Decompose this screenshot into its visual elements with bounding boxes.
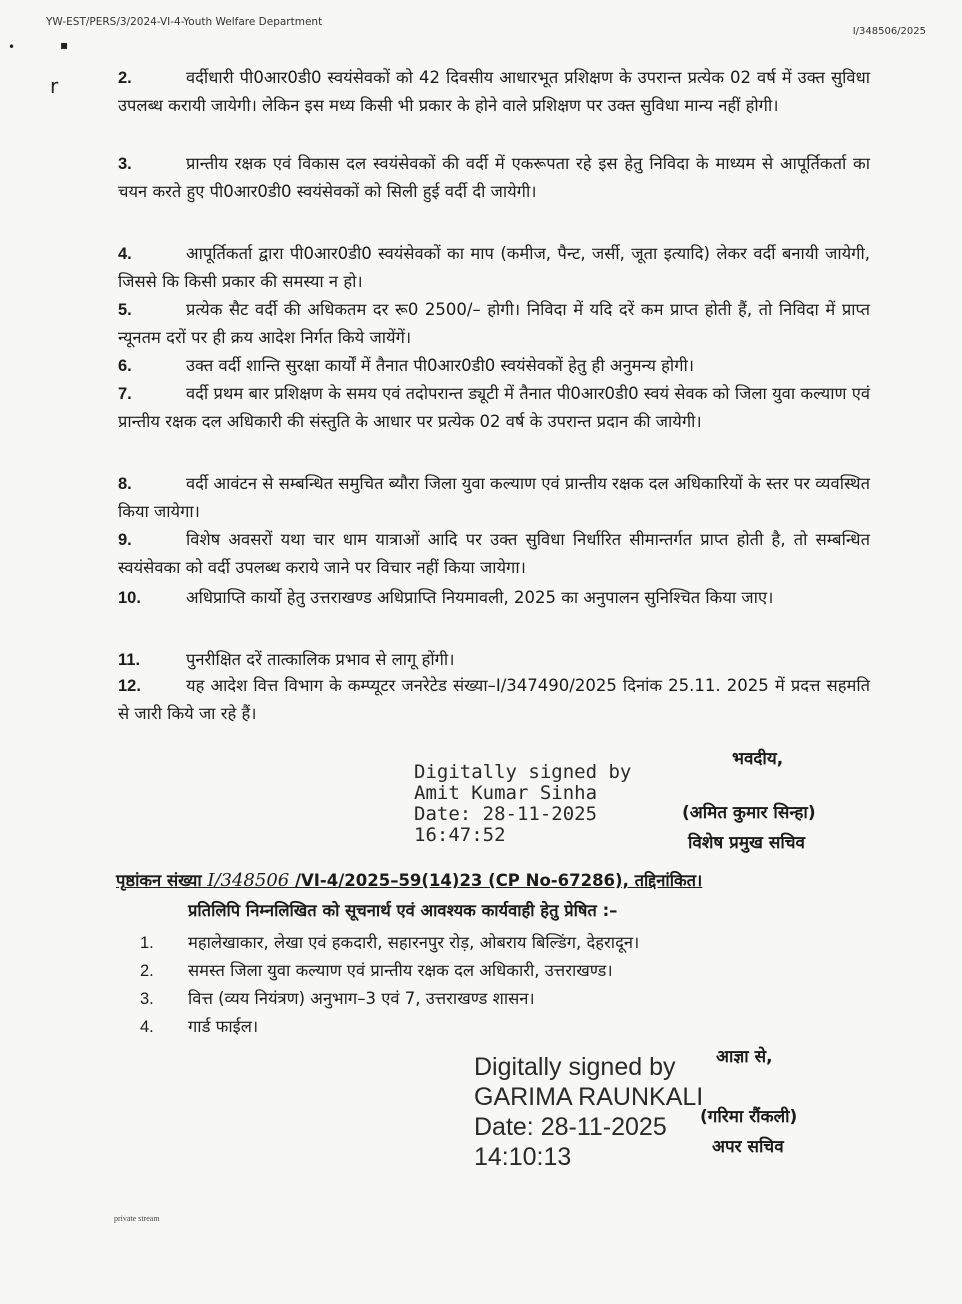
salutation: भवदीय, <box>732 749 784 769</box>
order-paragraph <box>118 646 870 674</box>
copy-item: 2. समस्त जिला युवा कल्याण एवं प्रान्तीय रक्षक दल अधिकारी, उत्तराखण्ड। <box>140 961 613 980</box>
paragraph-text: विशेष अवसरों यथा चार धाम यात्राओं आदि पर उक्त सुविधा निर्धारित सीमान्तर्गत प्राप्त होती है, तो सम्बन्धित स्वयंसेवका को वर्दी उपलब्ध कराये जाने पर विचार नहीं किया जायेगा। <box>118 530 870 577</box>
order-paragraph <box>118 672 870 728</box>
order-paragraph <box>118 296 870 352</box>
paragraph-text: पुनरीक्षित दरें तात्कालिक प्रभाव से लागू होंगी। <box>186 650 455 669</box>
signatory-name: (गरिमा रौंकली) <box>700 1107 798 1127</box>
paragraph-number: 10. <box>118 589 141 607</box>
order-paragraph <box>118 240 870 296</box>
digital-signature-2 <box>474 1052 703 1172</box>
order-paragraph <box>118 470 870 526</box>
paragraph-text: अधिप्राप्ति कार्यो हेतु उत्तराखण्ड अधिप्राप्ति नियमावली, 2025 का अनुपालन सुनिश्चित किया जाए। <box>186 588 774 607</box>
file-reference: YW-EST/PERS/3/2024-VI-4-Youth Welfare Department <box>46 16 323 28</box>
copy-item: 3. वित्त (व्यय नियंत्रण) अनुभाग–3 एवं 7, उत्तराखण्ड शासन। <box>140 989 535 1008</box>
digital-signature-line: Digitally signed by <box>414 761 632 783</box>
digital-signature-line: GARIMA RAUNKALI <box>474 1083 704 1111</box>
digital-signature-line: 16:47:52 <box>414 824 506 846</box>
scan-mark: • <box>8 40 16 54</box>
signatory-designation: विशेष प्रमुख सचिव <box>688 833 805 853</box>
order-paragraph <box>118 380 870 436</box>
paragraph-text: वर्दी आवंटन से सम्बन्धित समुचित ब्यौरा जिला युवा कल्याण एवं प्रान्तीय रक्षक दल अधिकारियों के स्तर पर व्यवस्थित किया जायेगा। <box>118 474 870 521</box>
footer-note: private stream <box>114 1214 160 1223</box>
paragraph-number: 7. <box>118 385 132 403</box>
scan-mark: ▪ <box>60 38 69 52</box>
order-paragraph <box>118 150 870 206</box>
order-paragraph <box>118 352 870 380</box>
paragraph-number: 11. <box>118 651 141 669</box>
signatory-designation: अपर सचिव <box>712 1137 784 1157</box>
endorsement-label: पृष्ठांकन संख्या <box>116 871 202 890</box>
paragraph-text: आपूर्तिकर्ता द्वारा पी0आर0डी0 स्वयंसेवकों का माप (कमीज, पैन्ट, जर्सी, जूता इत्यादि) लेकर वर्दी बनायी जायेगी, जिससे कि किसी प्रकार की समस्या न हो। <box>118 244 870 291</box>
digital-signature-line: Date: 28-11-2025 <box>474 1113 667 1141</box>
forward-note: प्रतिलिपि निम्नलिखित को सूचनार्थ एवं आवश्यक कार्यवाही हेतु प्रेषित :– <box>188 901 618 920</box>
paragraph-number: 4. <box>118 245 132 263</box>
document-number: I/348506/2025 <box>852 26 926 37</box>
paragraph-text: प्रान्तीय रक्षक एवं विकास दल स्वयंसेवकों की वर्दी में एकरूपता रहे इस हेतु निविदा के माध्यम से आपूर्तिकर्ता का चयन करते हुए पी0आर0डी0 स्वयंसेवकों को सिली हुई वर्दी दी जायेगी। <box>118 154 870 201</box>
paragraph-number: 3. <box>118 155 132 173</box>
endorsement-line <box>116 868 702 891</box>
order-paragraph <box>118 526 870 582</box>
digital-signature-line: Amit Kumar Sinha <box>414 782 598 804</box>
salutation: आज्ञा से, <box>716 1047 773 1067</box>
paragraph-text: वर्दीधारी पी0आर0डी0 स्वयंसेवकों को 42 दिवसीय आधारभूत प्रशिक्षण के उपरान्त प्रत्येक 02 वर्ष में उक्त सुविधा उपलब्ध करायी जायेगी। लेकिन इस मध्य किसी भी प्रकार के होने वाले प्रशिक्षण पर उक्त सुविधा मान्य नहीं होगी। <box>118 68 870 115</box>
paragraph-number: 9. <box>118 531 132 549</box>
digital-signature-line: 14:10:13 <box>474 1143 572 1171</box>
signatory-name: (अमित कुमार सिन्हा) <box>682 803 816 823</box>
endorsement-rest: /VI-4/2025–59(14)23 (CP No-67286), तद्दिनांकित। <box>294 871 703 890</box>
copy-item: 1. महालेखाकार, लेखा एवं हकदारी, सहारनपुर रोड़, ओबराय बिल्डिंग, देहरादून। <box>140 933 640 952</box>
paragraph-text: प्रत्येक सैट वर्दी की अधिकतम दर रू0 2500/– होगी। निविदा में यदि दरें कम प्राप्त होती हैं, तो निविदा में प्राप्त न्यूनतम दरों पर ही क्रय आदेश निर्गत किये जायेंगें। <box>118 300 870 347</box>
paragraph-number: 6. <box>118 357 132 375</box>
paragraph-text: यह आदेश वित्त विभाग के कम्प्यूटर जनरेटेड संख्या–I/347490/2025 दिनांक 25.11. 2025 में प्रदत्त सहमति से जारी किये जा रहे हैं। <box>118 676 870 723</box>
paragraph-number: 5. <box>118 301 132 319</box>
order-paragraph <box>118 584 870 612</box>
paragraph-text: वर्दी प्रथम बार प्रशिक्षण के समय एवं तदोपरान्त ड्यूटी में तैनात पी0आर0डी0 स्वयं सेवक को जिला युवा कल्याण एवं प्रान्तीय रक्षक दल अधिकारी की संस्तुति के आधार पर प्रत्येक 02 वर्ष के उपरान्त प्रदान की जायेगी। <box>118 384 870 431</box>
digital-signature-line: Date: 28-11-2025 <box>414 803 598 825</box>
order-paragraph <box>118 64 870 120</box>
copy-item: 4. गार्ड फाईल। <box>140 1017 259 1036</box>
handwritten-number: I/348506 <box>207 870 290 891</box>
paragraph-text: उक्त वर्दी शान्ति सुरक्षा कार्यों में तैनात पी0आर0डी0 स्वयंसेवकों हेतु ही अनुमन्य होगी। <box>186 356 695 375</box>
paragraph-number: 12. <box>118 677 141 695</box>
digital-signature-1 <box>414 762 631 846</box>
scan-mark: r <box>50 74 59 98</box>
paragraph-number: 2. <box>118 69 132 87</box>
digital-signature-line: Digitally signed by <box>474 1053 676 1081</box>
paragraph-number: 8. <box>118 475 132 493</box>
